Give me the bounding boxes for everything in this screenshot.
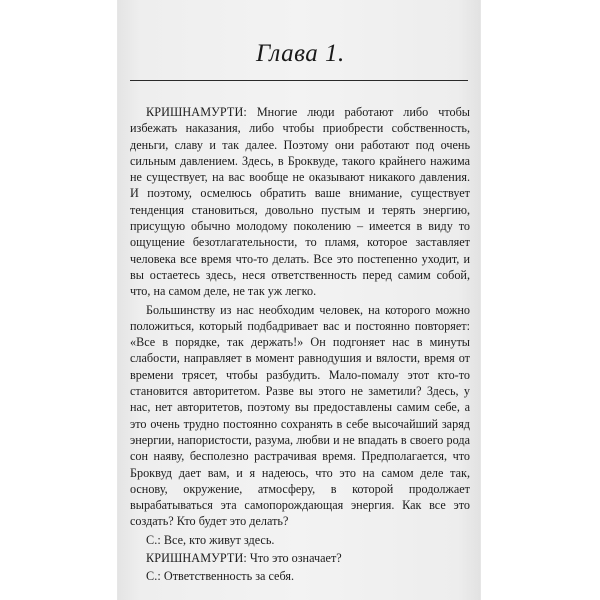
paragraph: [130, 104, 470, 300]
paragraph-text: Большинству из нас необходим человек, на которого можно положиться, который подбадривает вас и постоянно повторяет: «Все в порядке, так держать!» Он подгоняет нас в минуты слабости, направляет в момент равнодушия и вялости, время от времени трясет, чтобы разбудить. Мало-помалу этот кто-то становится авторитетом. Разве вы этого не заметили? Здесь, у нас, нет авторитетов, поэтому вы предоставлены самим себе, а это очень трудно постоянно сохранять в себе высочайший заряд энергии, напористости, разума, любви и не впадать в своего рода сон наяву, бесполезно растрачивая время. Предполагается, что Броквуд дает вам, и я надеюсь, что это на самом деле так, основу, окружение, атмосферу, в которой продолжает вырабатываться эта самопорождающая энергия. Как все это создать? Кто будет это делать?: [130, 302, 470, 529]
paragraph: [130, 302, 470, 530]
speaker-label: С.:: [146, 569, 161, 584]
header-rule: [130, 80, 468, 81]
dialogue-text: Все, кто живут здесь.: [160, 532, 275, 547]
speaker-label: С.:: [146, 532, 161, 547]
book-page: [118, 0, 480, 600]
body-text: [130, 104, 470, 585]
paragraph-text: Многие люди работают либо чтобы избежать наказания, либо чтобы приобрести собственность, деньги, славу и так далее. Поэтому они работают под очень сильным давлением. Здесь, в Броквуде, такого крайнего нажима не существует, на вас вообще не оказывают никакого давления. И поэтому, осмелюсь обратить ваше внимание, существует тенденция становиться, довольно пустым и терять энергию, присущую обычно молодому поколению – имеется в виду то ощущение безотлагательности, то пламя, которое заставляет человека все время что-то делать. Все это постепенно уходит, и вы остаетесь здесь, неся ответственность перед самим собой, что, на самом деле, не так уж легко.: [130, 105, 470, 299]
dialogue-line: [130, 550, 470, 566]
chapter-header: [118, 26, 480, 84]
chapter-title: Глава 1.: [256, 40, 345, 67]
dialogue-line: [130, 568, 470, 584]
speaker-label: КРИШНАМУРТИ:: [146, 551, 247, 566]
dialogue-line: [130, 532, 470, 548]
dialogue-text: Что это означает?: [246, 551, 342, 566]
speaker-label: КРИШНАМУРТИ:: [146, 105, 247, 119]
dialogue-text: Ответственность за себя.: [160, 569, 295, 584]
